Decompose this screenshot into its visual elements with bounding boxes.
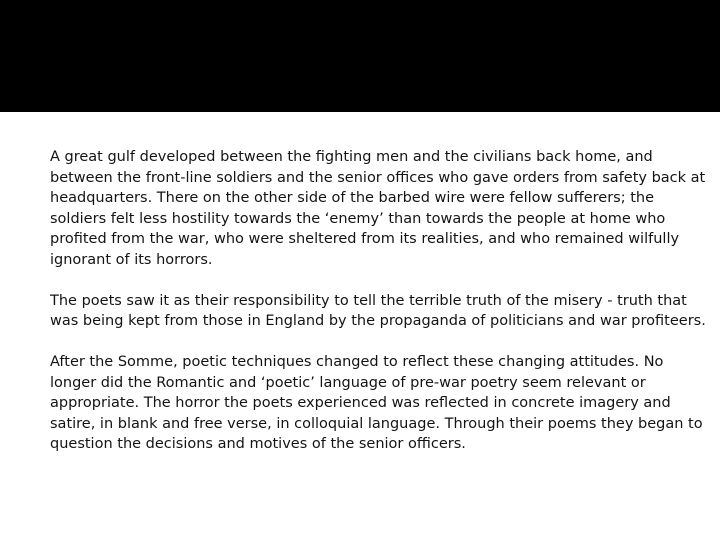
title-band [0,0,720,112]
paragraph-after-somme: After the Somme, poetic techniques changed to reflect these changing attitudes. No longer did the Romantic and ‘poetic’ language of pre-war poetry seem relevant or appropriate. The horror the poets experienced was reflected in concrete imagery and satire, in blank and free verse, in colloquial language. Through their poems they began to question the decisions and motives of the senior officers. [50,354,703,452]
body-text [50,147,710,475]
paragraph-poets-responsibility: The poets saw it as their responsibility to tell the terrible truth of the misery - truth that was being kept from those in England by the propaganda of politicians and war profiteers. [50,292,706,329]
paragraph-gulf: A great gulf developed between the fighting men and the civilians back home, and between the front-line soldiers and the senior offices who gave orders from safety back at headquarters. There on the other side of the barbed wire were fellow sufferers; the soldiers felt less hostility towards the ‘enemy’ than towards the people at home who profited from the war, who were sheltered from its realities, and who remained wilfully ignorant of its horrors. [50,149,706,268]
